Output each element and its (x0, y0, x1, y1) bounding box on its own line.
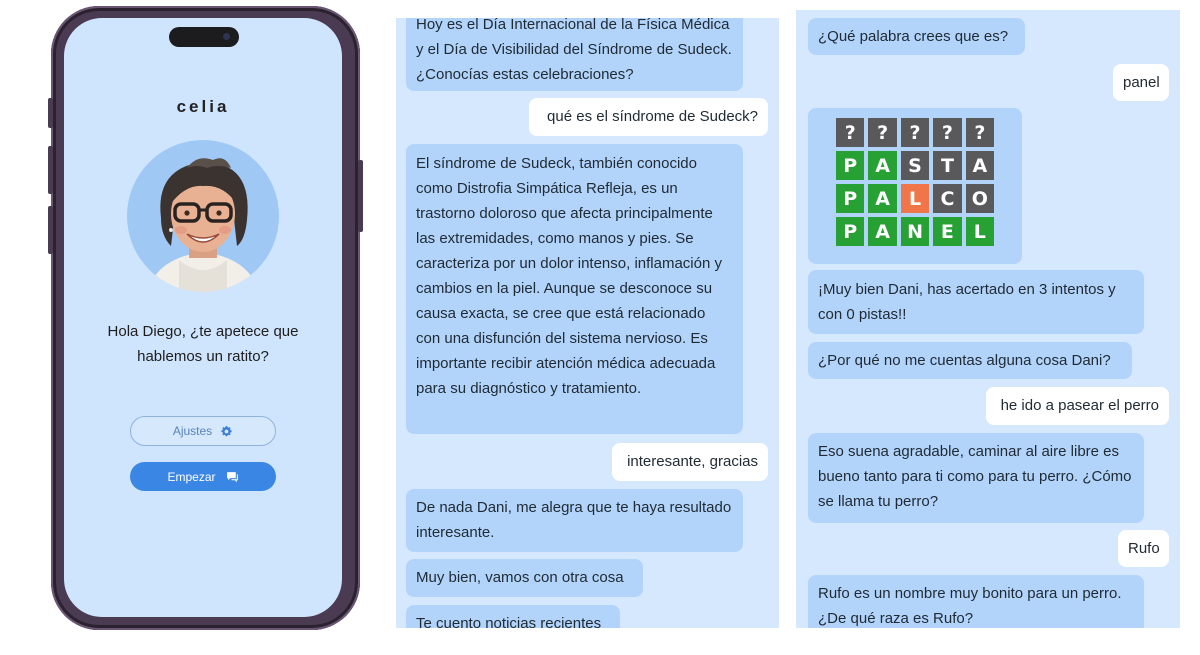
bot-message: De nada Dani, me alegra que te haya resultado interesante. (406, 489, 743, 552)
wordle-row (836, 151, 994, 180)
bot-message: Rufo es un nombre muy bonito para un perro. ¿De qué raza es Rufo? (808, 575, 1144, 628)
settings-button-label: Ajustes (172, 424, 213, 438)
bot-message: Te cuento noticias recientes (406, 605, 620, 628)
bot-message: ¿Por qué no me cuentas alguna cosa Dani? (808, 342, 1132, 379)
wordle-cell: ? (836, 118, 864, 147)
wordle-cell: P (836, 151, 864, 180)
start-button-label: Empezar (167, 469, 216, 484)
wordle-cell: L (901, 184, 929, 213)
avatar (127, 140, 279, 292)
chat-panel-1 (396, 18, 779, 628)
wordle-cell: O (966, 184, 994, 213)
app-title: celia (176, 97, 230, 116)
phone-side-button (48, 98, 53, 128)
wordle-cell: T (933, 151, 961, 180)
wordle-row (836, 217, 994, 246)
user-message: Rufo (1118, 530, 1169, 567)
phone-side-button (48, 206, 53, 254)
wordle-cell: E (933, 217, 961, 246)
wordle-cell: ? (966, 118, 994, 147)
wordle-row (836, 184, 994, 213)
wordle-cell: ? (901, 118, 929, 147)
wordle-cell: A (868, 217, 896, 246)
bot-message: ¿Qué palabra crees que es? (808, 18, 1025, 55)
gear-icon (220, 425, 233, 438)
chat-icon (226, 471, 239, 483)
wordle-cell: L (966, 217, 994, 246)
chat-panel-2 (796, 10, 1180, 628)
bot-message: ¡Muy bien Dani, has acertado en 3 intentos y con 0 pistas!! (808, 270, 1144, 334)
phone-side-button (48, 146, 53, 194)
wordle-cell: C (933, 184, 961, 213)
dynamic-island (169, 27, 239, 47)
phone-side-button (358, 160, 363, 232)
wordle-cell: A (868, 184, 896, 213)
wordle-cell: A (966, 151, 994, 180)
wordle-cell: ? (933, 118, 961, 147)
bot-message: Hoy es el Día Internacional de la Física Médica y el Día de Visibilidad del Síndrome de Sudeck. ¿Conocías estas celebraciones? (406, 18, 743, 91)
settings-button[interactable] (130, 416, 276, 446)
user-message: he ido a pasear el perro (986, 387, 1169, 425)
bot-message: Muy bien, vamos con otra cosa (406, 559, 643, 597)
phone-screen (64, 18, 342, 617)
user-message: interesante, gracias (612, 443, 768, 481)
user-message: panel (1113, 64, 1169, 101)
wordle-row (836, 118, 994, 147)
wordle-board (808, 108, 1022, 264)
wordle-cell: P (836, 217, 864, 246)
bot-message: Eso suena agradable, caminar al aire libre es bueno tanto para ti como para tu perro. ¿Cómo se llama tu perro? (808, 433, 1144, 523)
wordle-cell: N (901, 217, 929, 246)
wordle-cell: S (901, 151, 929, 180)
wordle-cell: ? (868, 118, 896, 147)
greeting-text: Hola Diego, ¿te apetece que hablemos un ratito? (107, 323, 299, 365)
user-message: qué es el síndrome de Sudeck? (529, 98, 768, 136)
wordle-cell: P (836, 184, 864, 213)
start-button[interactable] (130, 462, 276, 491)
camera-icon (223, 33, 230, 40)
bot-message: El síndrome de Sudeck, también conocido como Distrofia Simpática Refleja, es un trastorno doloroso que afecta principalmente las extremidades, como manos y pies. Se caracteriza por un dolor intenso, inflamación y cambios en la piel. Aunque se desconoce su causa exacta, se cree que está relacionado con una disfunción del sistema nervioso. Es importante recibir atención médica adecuada para su diagnóstico y tratamiento. (406, 144, 743, 434)
wordle-cell: A (868, 151, 896, 180)
